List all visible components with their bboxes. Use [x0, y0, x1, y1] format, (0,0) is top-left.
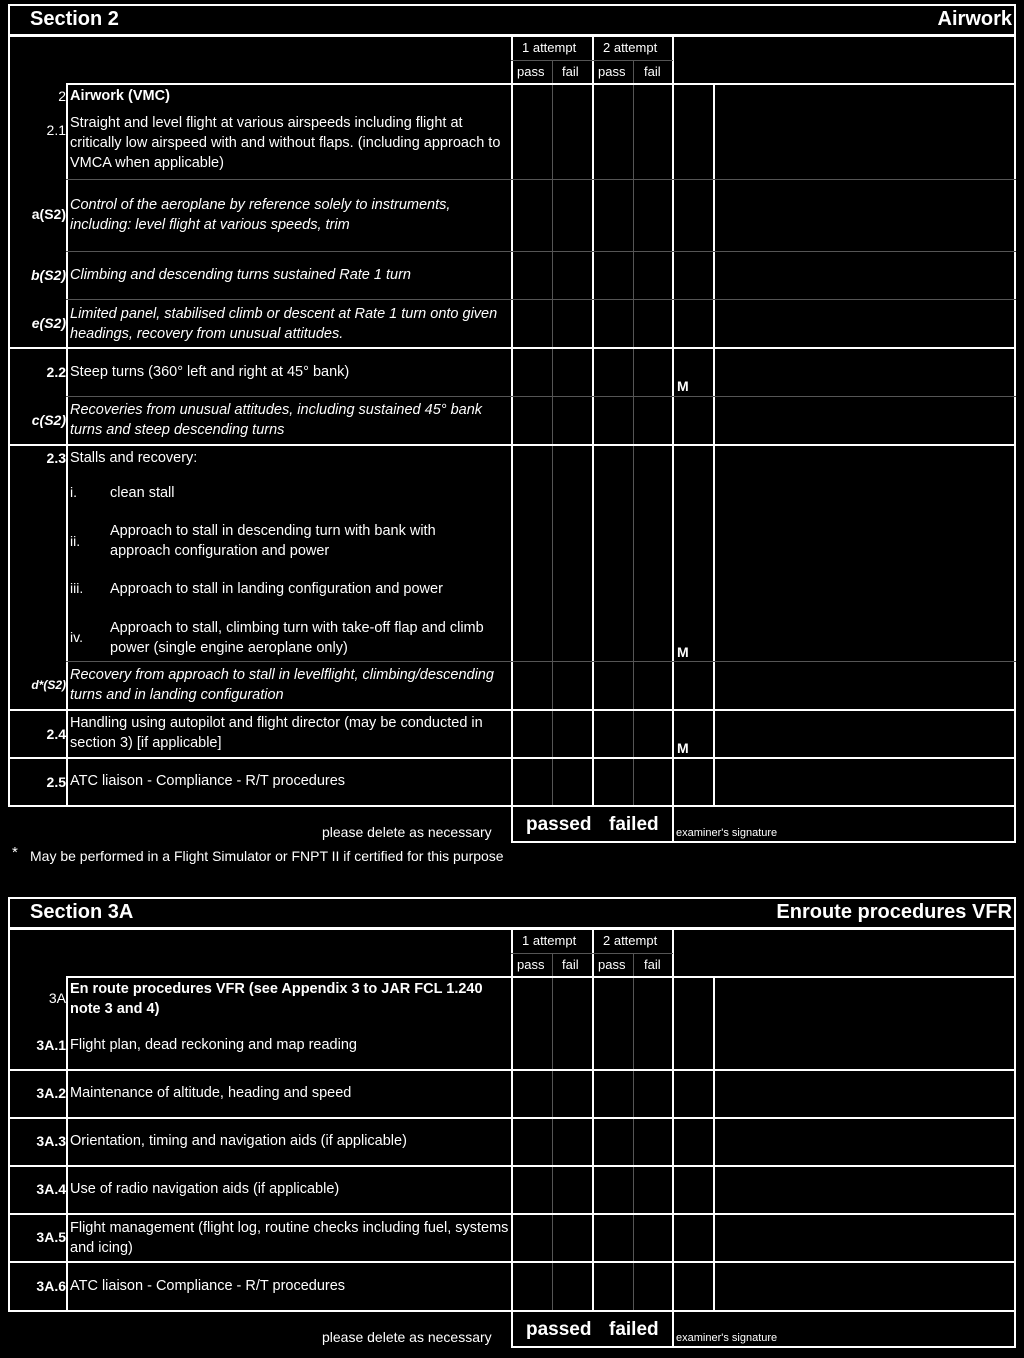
grid-line — [8, 1165, 1016, 1167]
row-number: 2.2 — [46, 364, 66, 380]
grid-line — [66, 299, 1016, 300]
row-number: b(S2) — [31, 267, 66, 283]
signature-label: examiner's signature — [676, 1332, 778, 1344]
row-text: Stalls and recovery: — [70, 450, 198, 466]
grid-line — [633, 60, 634, 807]
failed-option[interactable]: failed — [609, 814, 659, 835]
sub-item-number: ii. — [70, 533, 81, 549]
sub-item-text: Approach to stall in descending turn with bank with approach configuration and power — [110, 523, 436, 559]
grid-line — [8, 757, 1016, 759]
sub-item-text: clean stall — [110, 485, 175, 501]
row-text: Airwork (VMC) — [70, 88, 170, 104]
row-number: 3A.1 — [36, 1037, 66, 1053]
signature-label: examiner's signature — [676, 827, 778, 839]
sub-item-number: iii. — [70, 580, 84, 596]
row-number: 2.4 — [46, 726, 66, 742]
grid-line — [8, 1213, 1016, 1215]
row-number: 3A.4 — [36, 1181, 66, 1197]
section3a-right-title: Enroute procedures VFR — [776, 901, 1012, 923]
row-number: a(S2) — [31, 206, 66, 222]
mandatory-mark: M — [677, 740, 689, 756]
grid-line — [66, 179, 1016, 180]
section2-header-bar — [8, 4, 1016, 36]
row-number: 3A — [48, 990, 66, 1006]
row-text: Handling using autopilot and flight director (may be conducted in section 3) [if applicable] — [70, 715, 483, 751]
grid-line — [592, 928, 594, 1312]
delete-note: please delete as necessary — [322, 824, 492, 840]
row-text: Orientation, timing and navigation aids (if applicable) — [70, 1133, 407, 1149]
fail-header: fail — [644, 957, 661, 972]
grid-line — [552, 60, 553, 807]
sub-item-text: Approach to stall in landing configuration and power — [110, 581, 443, 597]
row-text: ATC liaison - Compliance - R/T procedures — [70, 773, 346, 789]
sub-item-text: Approach to stall, climbing turn with take-off flap and climb power (single engine aeroplane only) — [110, 620, 484, 656]
row-text: Maintenance of altitude, heading and speed — [70, 1085, 352, 1101]
grid-line — [66, 661, 1016, 662]
row-number: 3A.6 — [36, 1278, 66, 1294]
fail-header: fail — [644, 64, 661, 79]
row-text: Steep turns (360° left and right at 45° bank) — [70, 364, 350, 380]
delete-note: please delete as necessary — [322, 1329, 492, 1345]
attempt1-header: 1 attempt — [522, 933, 577, 948]
grid-line — [8, 1117, 1016, 1119]
grid-line — [633, 953, 634, 1312]
grid-line — [66, 251, 1016, 252]
grid-line — [66, 83, 1016, 85]
sub-item-number: i. — [70, 484, 77, 500]
grid-line — [66, 396, 1016, 397]
grid-line — [672, 928, 674, 1312]
grid-line — [8, 347, 1016, 349]
grid-line — [511, 60, 673, 61]
row-text: Control of the aeroplane by reference solely to instruments, including: level flight at various speeds, trim — [70, 197, 451, 233]
attempt2-header: 2 attempt — [603, 933, 658, 948]
grid-line — [672, 35, 674, 807]
attempt1-header: 1 attempt — [522, 40, 577, 55]
simulator-note: May be performed in a Flight Simulator or FNPT II if certified for this purpose — [30, 848, 504, 864]
failed-option[interactable]: failed — [609, 1319, 659, 1340]
grid-line — [8, 1261, 1016, 1263]
row-number: 2.3 — [46, 450, 66, 466]
pass-header: pass — [598, 957, 626, 972]
row-number: 2.1 — [46, 122, 66, 138]
row-text: Use of radio navigation aids (if applicable) — [70, 1181, 340, 1197]
row-text: Flight plan, dead reckoning and map reading — [70, 1037, 357, 1053]
row-text: Flight management (flight log, routine checks including fuel, systems and icing) — [70, 1220, 509, 1256]
grid-line — [511, 35, 513, 807]
fail-header: fail — [562, 64, 579, 79]
fail-header: fail — [562, 957, 579, 972]
grid-line — [8, 709, 1016, 711]
mandatory-mark: M — [677, 644, 689, 660]
row-number: 3A.3 — [36, 1133, 66, 1149]
row-text: Climbing and descending turns sustained Rate 1 turn — [70, 267, 411, 283]
row-number: 2 — [58, 88, 66, 104]
row-text: Limited panel, stabilised climb or descent at Rate 1 turn onto given headings, recovery from unusual attitudes. — [70, 306, 498, 342]
grid-line — [8, 1069, 1016, 1071]
row-text: Recoveries from unusual attitudes, including sustained 45° bank turns and steep descending turns — [70, 402, 483, 438]
row-text: ATC liaison - Compliance - R/T procedures — [70, 1278, 346, 1294]
row-text: Straight and level flight at various airspeeds including flight at critically low airspeed with and without flaps. (including approach to VMCA when applicable) — [70, 115, 501, 171]
mandatory-mark: M — [677, 378, 689, 394]
section2-title: Section 2 — [30, 8, 119, 30]
row-number: e(S2) — [31, 315, 66, 331]
grid-line — [8, 444, 1016, 446]
sub-item-number: iv. — [70, 629, 83, 645]
row-number: 3A.5 — [36, 1229, 66, 1245]
section2-right-title: Airwork — [937, 8, 1012, 30]
row-text: Recovery from approach to stall in levelflight, climbing/descending turns and in landing configuration — [70, 667, 494, 703]
passed-option[interactable]: passed — [526, 1319, 592, 1340]
row-number: c(S2) — [31, 412, 66, 428]
pass-header: pass — [598, 64, 626, 79]
pass-header: pass — [517, 64, 545, 79]
pass-header: pass — [517, 957, 545, 972]
grid-line — [592, 35, 594, 807]
row-number: d*(S2) — [31, 678, 66, 692]
attempt2-header: 2 attempt — [603, 40, 658, 55]
note-asterisk: * — [12, 844, 18, 861]
row-number: 2.5 — [46, 774, 66, 790]
grid-line — [511, 953, 673, 954]
grid-line — [552, 953, 553, 1312]
section3a-title: Section 3A — [30, 901, 134, 923]
row-text: En route procedures VFR (see Appendix 3 to JAR FCL 1.240 note 3 and 4) — [70, 981, 483, 1017]
grid-line — [66, 976, 1016, 978]
passed-option[interactable]: passed — [526, 814, 592, 835]
row-number: 3A.2 — [36, 1085, 66, 1101]
grid-line — [511, 928, 513, 1312]
